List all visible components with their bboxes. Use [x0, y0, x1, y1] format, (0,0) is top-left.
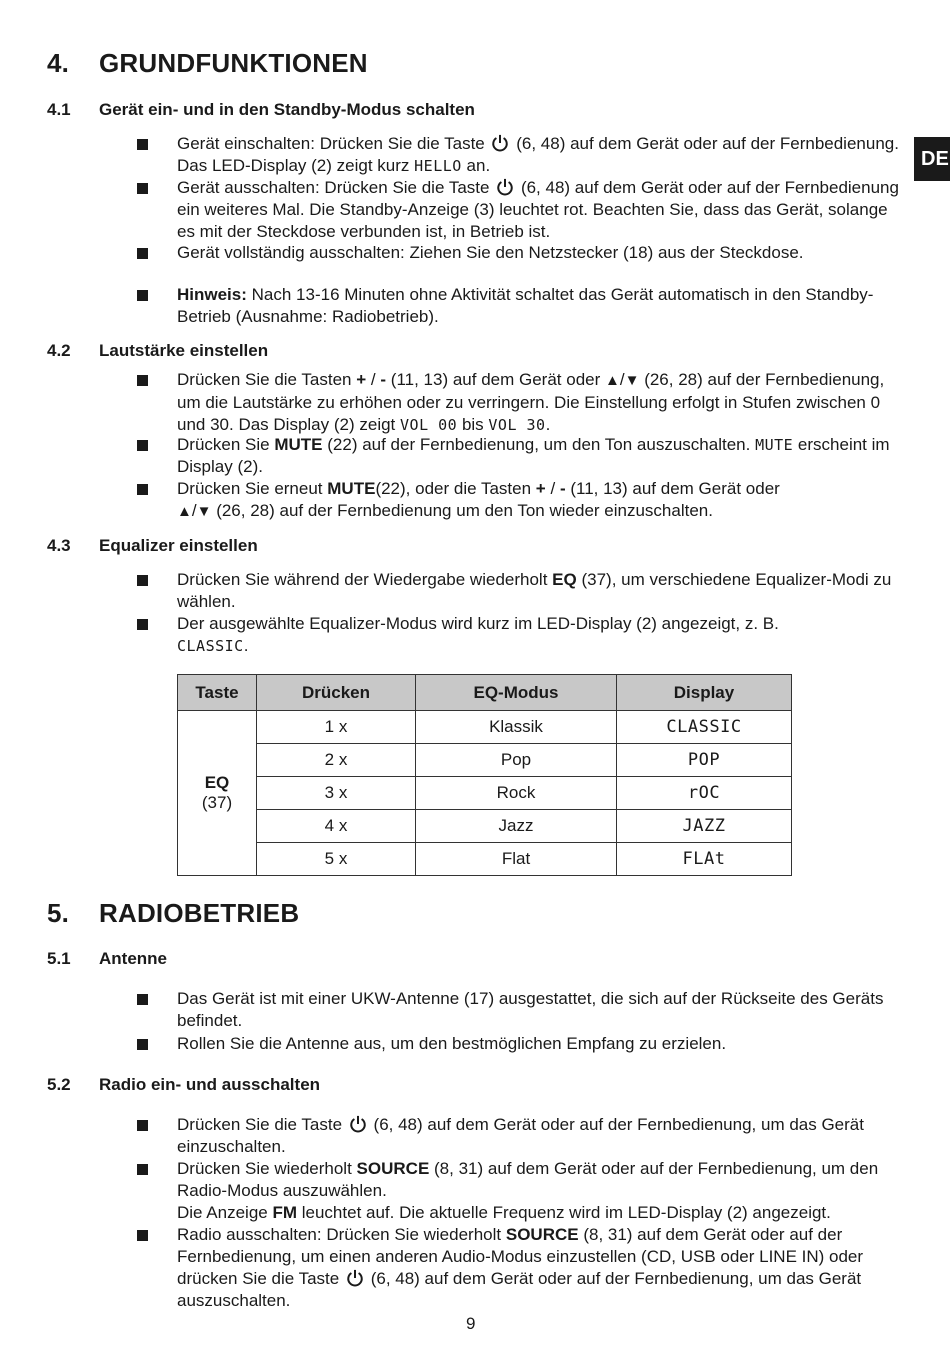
section-heading-4: [47, 48, 368, 79]
text: Gerät vollständig ausschalten: Ziehen Sie den Netzstecker (18) aus der Steckdose.: [177, 243, 804, 262]
section-number: 5.: [47, 898, 70, 928]
text: bis: [461, 415, 484, 434]
key-label: EQ: [204, 773, 230, 792]
key-label: SOURCE: [505, 1225, 579, 1244]
section-title: RADIOBETRIEB: [99, 898, 300, 928]
plus-icon: +: [535, 479, 546, 498]
subsection-heading-4-2: [47, 341, 268, 361]
triangle-up-icon: ▲: [605, 372, 620, 389]
table-cell: 5 x: [257, 843, 416, 876]
bullet-icon: [137, 575, 148, 586]
subsection-title: Radio ein- und ausschalten: [99, 1075, 321, 1094]
column-header: Taste: [178, 675, 257, 711]
text: Gerät ausschalten: Drücken Sie die Taste: [177, 178, 490, 197]
lcd-text: VOL 30: [488, 416, 546, 434]
language-tab: DE: [914, 137, 950, 181]
section-heading-5: [47, 898, 299, 929]
table-cell: Pop: [416, 744, 617, 777]
lcd-text: HELLO: [414, 157, 462, 175]
text: Drücken Sie die Taste: [177, 1115, 343, 1134]
text: (8, 31) auf dem Gerät oder auf der Fernbedienung, um den Radio-Modus auszuwählen.: [177, 1159, 879, 1200]
subsection-heading-5-1: [47, 949, 167, 969]
text: (8, 31) auf dem Gerät oder auf der Fernbedienung, um einen anderen Audio-Modus einzustellen (CD, USB oder LINE IN) oder drücken Sie die Taste: [177, 1225, 864, 1288]
text: Drücken Sie: [177, 435, 270, 454]
triangle-up-icon: ▲: [177, 503, 192, 520]
text: (11, 13) auf dem Gerät oder: [390, 370, 601, 389]
plus-icon: +: [356, 370, 367, 389]
subsection-number: 4.3: [47, 536, 71, 555]
table-cell: FLAt: [617, 843, 792, 876]
subsection-number: 5.2: [47, 1075, 71, 1094]
subsection-title: Lautstärke einstellen: [99, 341, 269, 360]
bullet-icon: [137, 1230, 148, 1241]
note-label: Hinweis:: [177, 285, 247, 304]
text: (6, 48) auf dem Gerät oder auf der Fernbedienung, um das Gerät auszuschalten.: [177, 1269, 862, 1310]
table-row: [178, 777, 792, 810]
table-row: [178, 711, 792, 744]
key-number: (37): [201, 793, 233, 812]
subsection-title: Antenne: [99, 949, 167, 968]
text: (6, 48) auf dem Gerät oder auf der Fernbedienung, um das Gerät einzuschalten.: [177, 1115, 864, 1156]
text: (26, 28) auf der Fernbedienung, um die Lautstärke zu erhöhen oder zu verringern. Die Einstellung erfolgt in Stufen zwischen 0 und 30. Das Display (2) zeigt: [177, 370, 885, 434]
column-header: Drücken: [257, 675, 416, 711]
triangle-down-icon: ▼: [624, 372, 640, 389]
text: erscheint im Display (2).: [177, 435, 890, 476]
text: Der ausgewählte Equalizer-Modus wird kurz im LED-Display (2) angezeigt, z. B.: [177, 614, 779, 633]
text: (22), oder die Tasten: [375, 479, 532, 498]
bullet-icon: [137, 619, 148, 630]
column-header: EQ-Modus: [416, 675, 617, 711]
bullet-icon: [137, 1039, 148, 1050]
list-item: [137, 1114, 902, 1158]
section-title: GRUNDFUNKTIONEN: [99, 48, 368, 78]
table-cell: JAZZ: [617, 810, 792, 843]
list-item: Drücken Sie erneut MUTE(22), oder die Tasten + / - (11, 13) auf dem Gerät oder ▲/▼ (26, 28) auf der Fernbedienung um den Ton wieder einzuschalten.: [137, 478, 902, 523]
key-label: SOURCE: [356, 1159, 430, 1178]
list-item: [137, 284, 902, 328]
key-label: EQ: [552, 570, 577, 589]
text: Nach 13-16 Minuten ohne Aktivität schaltet das Gerät automatisch in den Standby-Betrieb (Ausnahme: Radiobetrieb).: [177, 285, 874, 326]
lcd-text: MUTE: [755, 436, 794, 454]
table-cell: 3 x: [257, 777, 416, 810]
power-icon: [496, 178, 514, 196]
bullet-icon: [137, 1164, 148, 1175]
minus-icon: -: [559, 479, 566, 498]
power-icon: [346, 1269, 364, 1287]
minus-icon: -: [380, 370, 387, 389]
bullet-icon: [137, 1120, 148, 1131]
table-cell: CLASSIC: [617, 711, 792, 744]
subsection-heading-4-3: [47, 536, 258, 556]
list-item: [137, 133, 902, 177]
bullet-icon: [137, 440, 148, 451]
triangle-down-icon: ▼: [196, 503, 212, 520]
subsection-number: 4.2: [47, 341, 71, 360]
text: (22) auf der Fernbedienung, um den Ton auszuschalten.: [327, 435, 751, 454]
text: Drücken Sie erneut: [177, 479, 323, 498]
list-item: [137, 1158, 902, 1224]
section-number: 4.: [47, 48, 70, 78]
power-icon: [491, 134, 509, 152]
subsection-heading-5-2: [47, 1075, 320, 1095]
list-item: [137, 242, 902, 264]
table-row: [178, 810, 792, 843]
bullet-icon: [137, 290, 148, 301]
text: /: [370, 370, 376, 389]
list-item: Drücken Sie die Tasten + / - (11, 13) auf dem Gerät oder ▲/▼ (26, 28) auf der Fernbedienung, um die Lautstärke zu erhöhen oder zu verringern. Die Einstellung erfolgt in Stufen zwischen 0 und 30. Das Display (2) zeigt VOL 00 bis VOL 30.: [137, 369, 902, 436]
table-cell: rOC: [617, 777, 792, 810]
text: Radio ausschalten: Drücken Sie wiederholt: [177, 1225, 502, 1244]
subsection-title: Equalizer einstellen: [99, 536, 258, 555]
key-label: FM: [272, 1203, 298, 1222]
subsection-heading-4-1: [47, 100, 475, 120]
key-label: MUTE: [274, 435, 323, 454]
list-item: [137, 569, 902, 613]
subsection-title: Gerät ein- und in den Standby-Modus schalten: [99, 100, 475, 119]
subsection-number: 5.1: [47, 949, 71, 968]
bullet-icon: [137, 248, 148, 259]
eq-table: [177, 674, 792, 876]
key-label: MUTE: [327, 479, 376, 498]
text: (26, 28) auf der Fernbedienung um den Ton wieder einzuschalten.: [216, 501, 713, 520]
column-header: Display: [617, 675, 792, 711]
table-cell: POP: [617, 744, 792, 777]
table-cell: Rock: [416, 777, 617, 810]
table-row: [178, 744, 792, 777]
key-cell: [178, 711, 257, 876]
text: Die Anzeige: [177, 1203, 268, 1222]
text: Gerät einschalten: Drücken Sie die Taste: [177, 134, 485, 153]
text: Das Gerät ist mit einer UKW-Antenne (17) ausgestattet, die sich auf der Rückseite des Geräts befindet.: [177, 989, 884, 1030]
list-item: [137, 434, 902, 478]
bullet-icon: [137, 484, 148, 495]
text: (37), um verschiedene Equalizer-Modi zu wählen.: [177, 570, 892, 611]
text: .: [545, 415, 551, 434]
table-header-row: [178, 675, 792, 711]
text: Rollen Sie die Antenne aus, um den bestmöglichen Empfang zu erzielen.: [177, 1034, 727, 1053]
table-cell: Jazz: [416, 810, 617, 843]
power-icon: [349, 1115, 367, 1133]
table-cell: 1 x: [257, 711, 416, 744]
table-cell: Flat: [416, 843, 617, 876]
text: .: [243, 636, 249, 655]
text: (6, 48) auf dem Gerät oder auf der Fernbedienung. Das LED-Display (2) zeigt kurz: [177, 134, 899, 175]
text: (6, 48) auf dem Gerät oder auf der Fernbedienung ein weiteres Mal. Die Standby-Anzeige (3) leuchtet rot. Beachten Sie, dass das Gerät, solange es mit der Steckdose verbunden ist, in Betrieb ist.: [177, 178, 899, 241]
text: /: [550, 479, 556, 498]
list-item: [137, 988, 902, 1032]
text: leuchtet auf. Die aktuelle Frequenz wird im LED-Display (2) angezeigt.: [301, 1203, 831, 1222]
table-row: [178, 843, 792, 876]
table-cell: 4 x: [257, 810, 416, 843]
table-cell: 2 x: [257, 744, 416, 777]
lcd-text: CLASSIC: [177, 637, 244, 655]
table-cell: Klassik: [416, 711, 617, 744]
list-item: [137, 1033, 902, 1055]
subsection-number: 4.1: [47, 100, 71, 119]
text: Drücken Sie wiederholt: [177, 1159, 352, 1178]
bullet-icon: [137, 139, 148, 150]
text: Drücken Sie während der Wiedergabe wiederholt: [177, 570, 548, 589]
text: an.: [466, 156, 491, 175]
text: (11, 13) auf dem Gerät oder: [570, 479, 780, 498]
list-item: [137, 1224, 902, 1312]
page-number: 9: [466, 1314, 476, 1333]
lcd-text: VOL 00: [400, 416, 458, 434]
text: Drücken Sie die Tasten: [177, 370, 352, 389]
bullet-icon: [137, 183, 148, 194]
bullet-icon: [137, 994, 148, 1005]
list-item: [137, 177, 902, 243]
bullet-icon: [137, 375, 148, 386]
list-item: [137, 613, 902, 657]
